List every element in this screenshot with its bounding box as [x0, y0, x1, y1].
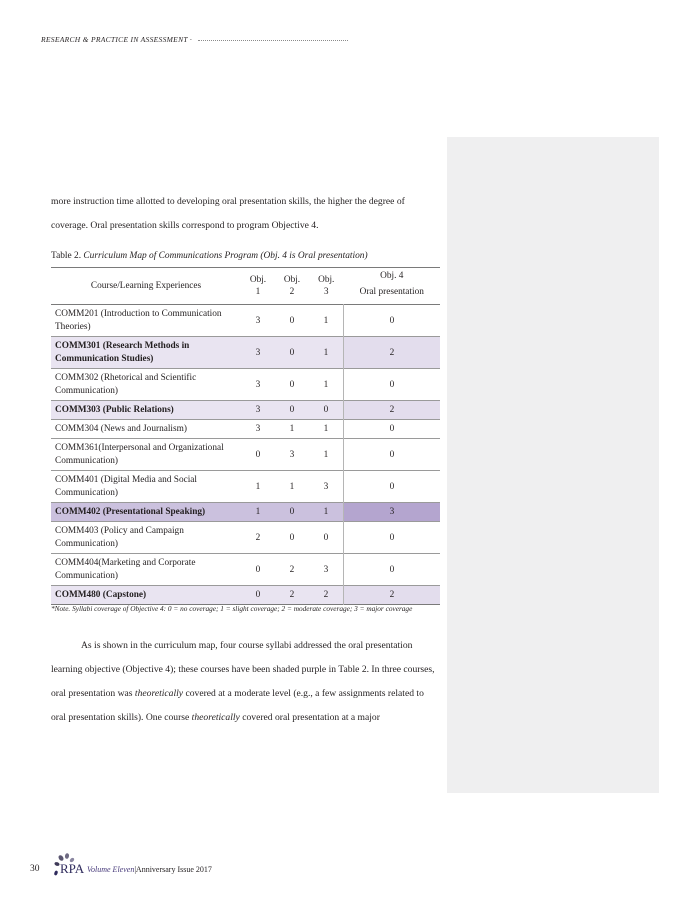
obj4-cell: 0	[344, 439, 441, 471]
obj4-cell: 0	[344, 305, 441, 337]
body-paragraph-2	[51, 634, 441, 730]
paragraph-2-text-a: As is shown in the curriculum map, four course syllabi addressed the oral presentation learning objective (Objective 4); these courses have been shaded purple in Table 2. In three courses, oral presentation was	[51, 640, 435, 699]
logo-leaf-2	[65, 853, 70, 859]
obj2-cell: 1	[289, 481, 295, 492]
running-head-title: RESEARCH & PRACTICE IN ASSESSMENT	[41, 35, 188, 44]
table-row	[51, 439, 440, 471]
obj1-cell: 2	[255, 532, 261, 543]
table-row	[51, 420, 440, 439]
obj1-cell: 0	[241, 586, 275, 605]
rpa-logo	[52, 853, 86, 883]
table-note: *Note. Syllabi coverage of Objective 4: 0 = no coverage; 1 = slight coverage; 2 = moderate coverage; 3 = major coverage	[51, 604, 413, 613]
page-number: 30	[30, 864, 40, 874]
obj3-cell: 3	[323, 481, 329, 492]
table-row	[51, 369, 440, 401]
obj2-cell: 0	[275, 337, 309, 369]
obj1-cell: 0	[255, 449, 261, 460]
table-row-shaded-major	[51, 503, 440, 522]
table-header-row	[51, 268, 440, 305]
table-row-shaded	[51, 586, 440, 605]
running-head-separator: ·	[189, 35, 193, 44]
header-obj4	[344, 268, 441, 305]
obj4-cell: 2	[344, 401, 441, 420]
table-caption	[51, 251, 368, 261]
obj2-cell: 0	[289, 532, 295, 543]
table-row	[51, 554, 440, 586]
obj1-cell: 3	[255, 379, 261, 390]
course-cell: COMM402 (Presentational Speaking)	[51, 503, 241, 522]
obj2-cell: 0	[289, 315, 295, 326]
obj1-cell: 3	[255, 424, 261, 434]
running-head-dotted-rule	[198, 40, 348, 41]
obj3-cell: 1	[323, 424, 329, 434]
obj1-cell: 1	[241, 503, 275, 522]
header-obj2-number: 2	[289, 287, 295, 297]
comment-side-panel	[447, 137, 659, 793]
obj1-cell: 3	[241, 401, 275, 420]
obj2-cell: 2	[275, 586, 309, 605]
footer-separator: |	[134, 865, 136, 874]
header-obj4-subtitle: Oral presentation	[359, 287, 424, 297]
obj3-cell: 2	[309, 586, 344, 605]
table-row	[51, 522, 440, 554]
obj3-cell: 1	[309, 503, 344, 522]
volume-label: Volume Eleven	[87, 865, 135, 874]
header-obj2	[275, 268, 309, 305]
issue-label: Anniversary Issue 2017	[135, 865, 212, 874]
header-obj4-label: Obj. 4	[380, 271, 404, 281]
logo-leaf-5	[54, 870, 59, 876]
course-cell: COMM303 (Public Relations)	[51, 401, 241, 420]
obj2-cell: 0	[275, 503, 309, 522]
obj4-cell: 0	[344, 369, 441, 401]
obj2-cell: 0	[275, 401, 309, 420]
obj2-cell: 2	[289, 564, 295, 575]
obj3-cell: 1	[323, 449, 329, 460]
course-cell: COMM304 (News and Journalism)	[55, 423, 187, 434]
table-caption-title: Curriculum Map of Communications Program (Obj. 4 is Oral presentation)	[83, 251, 368, 261]
course-cell: COMM301 (Research Methods in Communication Studies)	[51, 337, 241, 369]
obj4-cell: 0	[344, 420, 441, 439]
course-cell: COMM480 (Capstone)	[51, 586, 241, 605]
obj4-cell: 0	[344, 471, 441, 503]
journal-footer	[87, 865, 212, 874]
paragraph-2-emphasis-2: theoretically	[191, 712, 240, 723]
obj3-cell: 1	[323, 379, 329, 390]
obj1-cell: 3	[255, 315, 261, 326]
table-caption-label: Table 2.	[51, 251, 82, 261]
obj3-cell: 1	[309, 337, 344, 369]
obj1-cell: 1	[255, 481, 261, 492]
course-cell: COMM302 (Rhetorical and Scientific Communication)	[55, 372, 197, 396]
header-obj1	[241, 268, 275, 305]
header-course: Course/Learning Experiences	[90, 281, 202, 291]
table-row-shaded	[51, 337, 440, 369]
obj4-cell: 2	[344, 586, 441, 605]
paragraph-2-emphasis-1: theoretically	[134, 688, 184, 699]
obj1-cell: 3	[241, 337, 275, 369]
obj2-cell: 3	[289, 449, 295, 460]
obj3-cell: 0	[323, 532, 329, 543]
logo-text: RPA	[60, 861, 85, 876]
paragraph-2-text-b: covered at a moderate level (e.g., a few assignments related to oral presentation skills). One course	[51, 688, 424, 723]
running-head	[41, 35, 348, 44]
obj3-cell: 3	[323, 564, 329, 575]
curriculum-map-table	[51, 267, 440, 605]
obj3-cell: 1	[323, 315, 329, 326]
header-obj2-label: Obj.	[283, 275, 301, 285]
course-cell: COMM201 (Introduction to Communication Theories)	[55, 308, 222, 332]
paragraph-2-text-c: covered oral presentation at a major	[239, 712, 380, 723]
table-row	[51, 305, 440, 337]
obj2-cell: 0	[289, 379, 295, 390]
obj1-cell: 0	[255, 564, 261, 575]
header-obj3-label: Obj.	[318, 275, 335, 285]
table-row	[51, 471, 440, 503]
obj3-cell: 0	[309, 401, 344, 420]
course-cell: COMM361(Interpersonal and Organizational Communication)	[55, 442, 224, 466]
obj4-cell: 0	[344, 522, 441, 554]
course-cell: COMM403 (Policy and Campaign Communication)	[55, 525, 184, 549]
course-cell: COMM401 (Digital Media and Social Communication)	[55, 474, 198, 498]
course-cell: COMM404(Marketing and Corporate Communication)	[55, 557, 196, 581]
obj4-cell: 2	[344, 337, 441, 369]
obj4-cell: 3	[344, 503, 441, 522]
body-paragraph-1: more instruction time allotted to developing oral presentation skills, the higher the degree of coverage. Oral presentation skills correspond to program Objective 4.	[51, 196, 405, 231]
obj2-cell: 1	[289, 424, 295, 434]
header-obj1-label: Obj.	[249, 275, 267, 285]
header-obj1-number: 1	[255, 287, 261, 297]
header-obj3-number: 3	[323, 287, 329, 297]
table-row-shaded	[51, 401, 440, 420]
header-obj3	[309, 268, 344, 305]
obj4-cell: 0	[344, 554, 441, 586]
